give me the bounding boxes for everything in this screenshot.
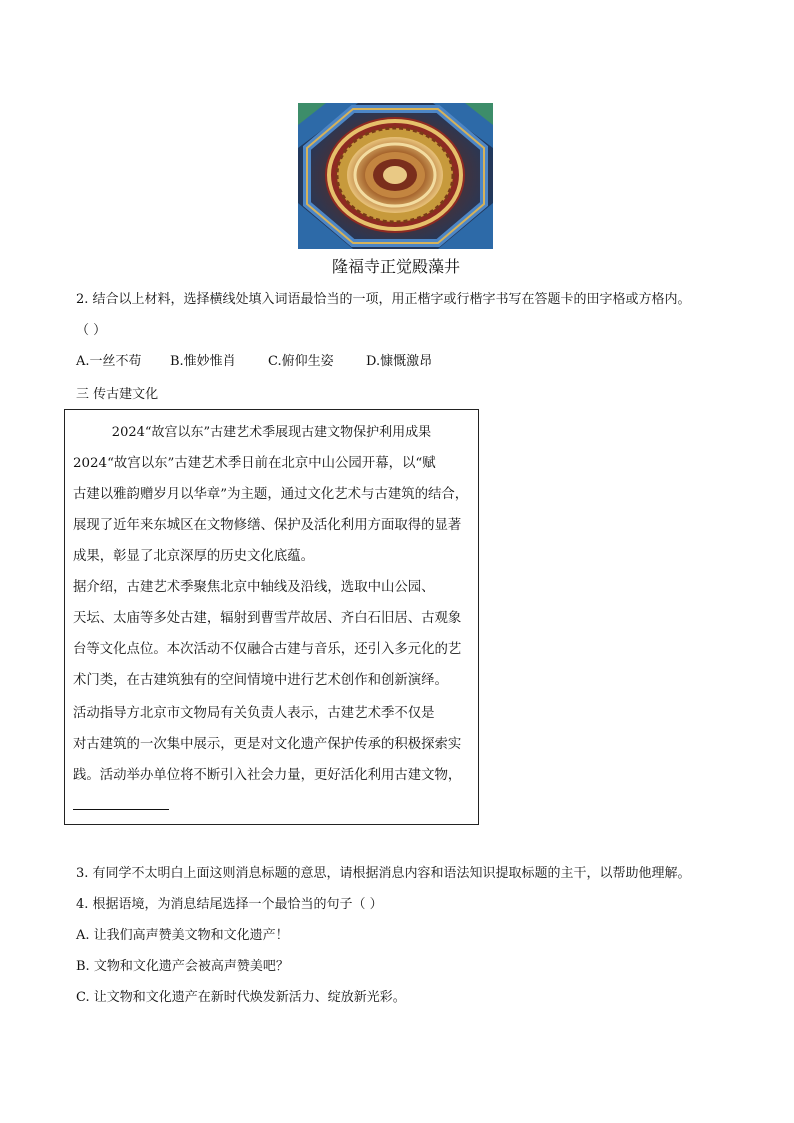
- article-line: 活动指导方北京市文物局有关负责人表示，古建艺术季不仅是: [73, 706, 435, 721]
- question-3-prompt: 3. 有同学不太明白上面这则消息标题的意思，请根据消息内容和语法知识提取标题的主干，以帮助他理解。: [76, 866, 691, 881]
- question-2-option-b: B.惟妙惟肖: [170, 354, 236, 369]
- question-2-option-a: A.一丝不苟: [76, 354, 142, 369]
- question-4-option-b: B. 文物和文化遗产会被高声赞美吧？: [76, 959, 289, 974]
- article-line: 展现了近年来东城区在文物修缮、保护及活化利用方面取得的显著: [73, 518, 462, 533]
- article-line: 古建以雅韵赠岁月以华章”为主题，通过文化艺术与古建筑的结合，: [73, 487, 469, 502]
- article-line: 对古建筑的一次集中展示，更是对文化遗产保护传承的积极探索实: [73, 737, 462, 752]
- question-2-option-c: C.俯仰生姿: [268, 354, 334, 369]
- article-line: 术门类，在古建筑独有的空间情境中进行艺术创作和创新演绎。: [73, 673, 448, 688]
- article-line: 践。活动举办单位将不断引入社会力量，更好活化利用古建文物，: [73, 768, 462, 783]
- question-2-answer-blank: （ ）: [76, 323, 107, 338]
- photo-caption: 隆福寺正觉殿藻井: [331, 257, 460, 276]
- caisson-ceiling-photo: [298, 103, 493, 249]
- news-article-box: [64, 409, 479, 825]
- article-title: 2024“故宫以东”古建艺术季展现古建文物保护利用成果: [111, 425, 432, 440]
- question-4-option-c: C. 让文物和文化遗产在新时代焕发新活力、绽放新光彩。: [76, 990, 406, 1005]
- question-4-option-a: A. 让我们高声赞美文物和文化遗产！: [76, 928, 289, 943]
- article-line: 据介绍，古建艺术季聚焦北京中轴线及沿线，选取中山公园、: [73, 580, 435, 595]
- question-2-prompt: 2. 结合以上材料，选择横线处填入词语最恰当的一项，用正楷字或行楷字书写在答题卡的田字格或方格内。: [76, 292, 691, 307]
- caisson-ceiling-illustration: [298, 103, 493, 249]
- fill-in-blank-line: [73, 809, 169, 810]
- question-2-option-d: D.慷慨激昂: [366, 354, 433, 369]
- article-line: 成果，彰显了北京深厚的历史文化底蕴。: [73, 549, 315, 564]
- question-4-prompt: 4. 根据语境，为消息结尾选择一个最恰当的句子（ ）: [76, 897, 383, 912]
- article-line: 天坛、太庙等多处古建，辐射到曹雪芹故居、齐白石旧居、古观象: [73, 611, 462, 626]
- article-line: 台等文化点位。本次活动不仅融合古建与音乐，还引入多元化的艺: [73, 642, 462, 657]
- article-line: 2024“故宫以东”古建艺术季日前在北京中山公园开幕，以“赋: [73, 456, 436, 471]
- section-3-heading: 三 传古建文化: [76, 387, 159, 402]
